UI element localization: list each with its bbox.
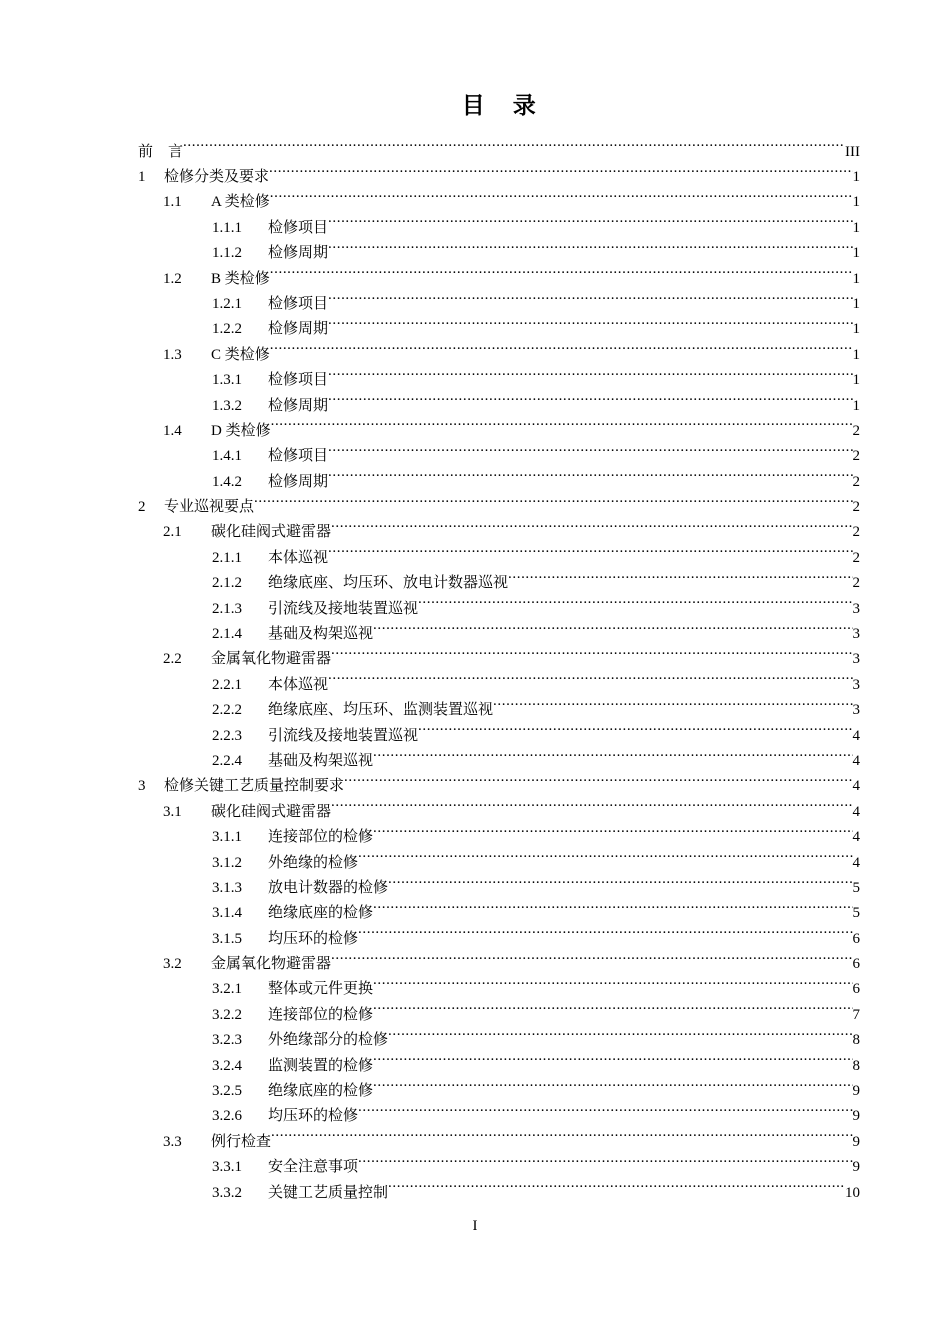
toc-entry-page-number: 3 bbox=[852, 676, 860, 693]
toc-leader-dots bbox=[358, 1156, 852, 1171]
toc-leader-dots bbox=[270, 344, 853, 359]
toc-leader-dots bbox=[373, 1004, 852, 1019]
toc-entry-page-number: 1 bbox=[852, 245, 860, 262]
toc-entry-label: 外绝缘的检修 bbox=[268, 854, 359, 871]
toc-entry-number: 2.1.2 bbox=[212, 575, 242, 592]
toc-entry-page-number: 4 bbox=[852, 778, 860, 795]
toc-leader-dots bbox=[331, 801, 852, 816]
toc-entry-page-number: 2 bbox=[852, 473, 860, 490]
toc-entry-number: 1.3.2 bbox=[212, 397, 242, 414]
toc-entry[interactable] bbox=[138, 1003, 860, 1028]
toc-entry-number: 3.2.4 bbox=[212, 1057, 242, 1074]
toc-entry[interactable] bbox=[138, 876, 860, 901]
toc-entry-label: 检修项目 bbox=[268, 219, 329, 236]
toc-leader-dots bbox=[328, 674, 852, 689]
toc-entry-label: 专业巡视要点 bbox=[164, 499, 255, 516]
toc-leader-dots bbox=[388, 877, 852, 892]
toc-entry-label: 基础及构架巡视 bbox=[268, 752, 374, 769]
toc-entry-page-number: 5 bbox=[852, 905, 860, 922]
toc-entry-number: 3.2 bbox=[163, 956, 182, 973]
toc-entry-label: 检修周期 bbox=[268, 473, 329, 490]
toc-entry-label: 检修项目 bbox=[268, 295, 329, 312]
toc-entry[interactable] bbox=[138, 724, 860, 749]
toc-entry-number: 3.1.4 bbox=[212, 905, 242, 922]
toc-entry-label: A 类检修 bbox=[211, 194, 270, 211]
toc-entry[interactable] bbox=[138, 520, 860, 545]
toc-entry-page-number: 5 bbox=[852, 879, 860, 896]
toc-entry-label: 基础及构架巡视 bbox=[268, 626, 374, 643]
toc-entry[interactable] bbox=[138, 368, 860, 393]
toc-entry[interactable] bbox=[138, 597, 860, 622]
toc-entry[interactable] bbox=[138, 774, 860, 799]
toc-entry-number: 2.1.3 bbox=[212, 600, 242, 617]
toc-leader-dots bbox=[328, 369, 852, 384]
toc-entry-label: 本体巡视 bbox=[268, 676, 329, 693]
toc-entry[interactable] bbox=[138, 647, 860, 672]
toc-leader-dots bbox=[358, 1105, 852, 1120]
toc-entry-number: 2.2 bbox=[163, 651, 182, 668]
toc-entry-label: 均压环的检修 bbox=[268, 930, 359, 947]
toc-leader-dots bbox=[183, 141, 845, 156]
toc-entry-number: 1.2 bbox=[163, 270, 182, 287]
toc-entry[interactable] bbox=[138, 571, 860, 596]
toc-leader-dots bbox=[373, 902, 852, 917]
toc-entry-page-number: 3 bbox=[852, 702, 860, 719]
toc-entry-number: 3.2.3 bbox=[212, 1032, 242, 1049]
toc-entry-number: 3.1.1 bbox=[212, 829, 242, 846]
toc-entry-number: 3 bbox=[138, 778, 146, 795]
toc-entry[interactable] bbox=[138, 1155, 860, 1180]
toc-entry[interactable] bbox=[138, 749, 860, 774]
toc-entry-page-number: 9 bbox=[852, 1108, 860, 1125]
toc-entry-number: 3.3.2 bbox=[212, 1184, 242, 1201]
toc-entry-label: 检修周期 bbox=[268, 321, 329, 338]
toc-entry-label: 前 言 bbox=[138, 143, 184, 160]
toc-leader-dots bbox=[328, 547, 852, 562]
toc-entry-page-number: 3 bbox=[852, 600, 860, 617]
toc-entry-page-number: 10 bbox=[845, 1184, 860, 1201]
toc-entry-page-number: 1 bbox=[852, 372, 860, 389]
toc-entry[interactable] bbox=[138, 673, 860, 698]
toc-entry[interactable] bbox=[138, 1054, 860, 1079]
toc-entry-number: 3.1 bbox=[163, 803, 182, 820]
toc-entry-label: 连接部位的检修 bbox=[268, 829, 374, 846]
toc-entry-page-number: 3 bbox=[852, 626, 860, 643]
table-of-contents bbox=[138, 140, 860, 1206]
toc-entry-label: 检修分类及要求 bbox=[164, 168, 270, 185]
toc-entry-page-number: 9 bbox=[852, 1083, 860, 1100]
toc-entry-number: 3.1.3 bbox=[212, 879, 242, 896]
toc-entry[interactable] bbox=[138, 419, 860, 444]
toc-entry[interactable] bbox=[138, 140, 860, 165]
toc-entry-label: 绝缘底座的检修 bbox=[268, 905, 374, 922]
toc-entry-page-number: 3 bbox=[852, 651, 860, 668]
toc-leader-dots bbox=[373, 1080, 852, 1095]
toc-entry[interactable] bbox=[138, 317, 860, 342]
toc-entry-label: 安全注意事项 bbox=[268, 1159, 359, 1176]
toc-entry-label: D 类检修 bbox=[211, 422, 271, 439]
toc-entry[interactable] bbox=[138, 825, 860, 850]
toc-entry[interactable] bbox=[138, 216, 860, 241]
toc-entry-label: 检修项目 bbox=[268, 448, 329, 465]
toc-leader-dots bbox=[388, 1182, 845, 1197]
toc-entry-page-number: 9 bbox=[852, 1159, 860, 1176]
toc-entry[interactable] bbox=[138, 622, 860, 647]
toc-entry-page-number: 2 bbox=[852, 499, 860, 516]
toc-entry[interactable] bbox=[138, 952, 860, 977]
toc-leader-dots bbox=[269, 166, 852, 181]
toc-entry-label: C 类检修 bbox=[211, 346, 270, 363]
toc-leader-dots bbox=[418, 725, 852, 740]
toc-entry-label: B 类检修 bbox=[211, 270, 270, 287]
toc-entry-page-number: 2 bbox=[852, 524, 860, 541]
page-title: 目 录 bbox=[461, 92, 537, 118]
toc-entry[interactable] bbox=[138, 495, 860, 520]
toc-entry-label: 检修周期 bbox=[268, 397, 329, 414]
toc-entry-label: 检修周期 bbox=[268, 245, 329, 262]
toc-leader-dots bbox=[328, 242, 852, 257]
toc-entry-page-number: 2 bbox=[852, 448, 860, 465]
toc-entry-page-number: 8 bbox=[852, 1032, 860, 1049]
toc-entry-number: 1.1.2 bbox=[212, 245, 242, 262]
toc-entry-label: 例行检查 bbox=[211, 1133, 272, 1150]
toc-entry[interactable] bbox=[138, 851, 860, 876]
toc-entry-number: 3.2.1 bbox=[212, 981, 242, 998]
toc-entry-number: 1.2.1 bbox=[212, 295, 242, 312]
toc-entry-page-number: 1 bbox=[852, 270, 860, 287]
toc-entry-number: 1.3 bbox=[163, 346, 182, 363]
toc-entry-page-number: 4 bbox=[852, 829, 860, 846]
toc-entry-page-number: 1 bbox=[852, 295, 860, 312]
toc-entry-number: 3.1.5 bbox=[212, 930, 242, 947]
toc-entry-label: 引流线及接地装置巡视 bbox=[268, 727, 419, 744]
toc-entry-label: 检修项目 bbox=[268, 372, 329, 389]
toc-entry[interactable] bbox=[138, 1104, 860, 1129]
toc-leader-dots bbox=[373, 978, 852, 993]
toc-leader-dots bbox=[508, 572, 852, 587]
toc-leader-dots bbox=[328, 293, 852, 308]
toc-entry[interactable] bbox=[138, 241, 860, 266]
toc-entry-number: 2.2.2 bbox=[212, 702, 242, 719]
toc-entry[interactable] bbox=[138, 1181, 860, 1206]
toc-entry[interactable] bbox=[138, 343, 860, 368]
toc-entry-label: 金属氧化物避雷器 bbox=[211, 651, 332, 668]
toc-entry-page-number: 6 bbox=[852, 956, 860, 973]
toc-entry[interactable] bbox=[138, 292, 860, 317]
toc-entry-label: 连接部位的检修 bbox=[268, 1006, 374, 1023]
toc-entry-number: 3.1.2 bbox=[212, 854, 242, 871]
toc-leader-dots bbox=[331, 521, 852, 536]
toc-entry-number: 1.4 bbox=[163, 422, 182, 439]
toc-leader-dots bbox=[418, 598, 852, 613]
toc-entry-page-number: 1 bbox=[852, 321, 860, 338]
toc-entry-page-number: 4 bbox=[852, 727, 860, 744]
toc-entry-number: 1.4.2 bbox=[212, 473, 242, 490]
toc-leader-dots bbox=[271, 420, 853, 435]
toc-entry-label: 绝缘底座的检修 bbox=[268, 1083, 374, 1100]
toc-entry-number: 1.4.1 bbox=[212, 448, 242, 465]
toc-entry-label: 监测装置的检修 bbox=[268, 1057, 374, 1074]
toc-entry-label: 碳化硅阀式避雷器 bbox=[211, 524, 332, 541]
toc-leader-dots bbox=[328, 318, 852, 333]
toc-leader-dots bbox=[373, 750, 852, 765]
toc-leader-dots bbox=[358, 928, 852, 943]
toc-entry-label: 整体或元件更换 bbox=[268, 981, 374, 998]
toc-leader-dots bbox=[493, 699, 852, 714]
toc-entry-page-number: 4 bbox=[852, 854, 860, 871]
toc-leader-dots bbox=[328, 445, 852, 460]
toc-entry-page-number: 8 bbox=[852, 1057, 860, 1074]
footer-page-number: I bbox=[472, 1218, 478, 1234]
toc-leader-dots bbox=[328, 217, 852, 232]
toc-leader-dots bbox=[373, 826, 852, 841]
toc-entry-page-number: 6 bbox=[852, 930, 860, 947]
toc-entry[interactable] bbox=[138, 1079, 860, 1104]
toc-entry-label: 引流线及接地装置巡视 bbox=[268, 600, 419, 617]
toc-entry-page-number: 4 bbox=[852, 803, 860, 820]
toc-entry[interactable] bbox=[138, 977, 860, 1002]
toc-entry-number: 3.2.2 bbox=[212, 1006, 242, 1023]
toc-leader-dots bbox=[331, 648, 852, 663]
toc-entry-label: 放电计数器的检修 bbox=[268, 879, 389, 896]
toc-entry-number: 1 bbox=[138, 168, 146, 185]
toc-entry[interactable] bbox=[138, 1130, 860, 1155]
toc-entry-page-number: 7 bbox=[852, 1006, 860, 1023]
toc-leader-dots bbox=[254, 496, 852, 511]
toc-entry-label: 均压环的检修 bbox=[268, 1108, 359, 1125]
toc-entry-number: 3.2.6 bbox=[212, 1108, 242, 1125]
toc-entry[interactable] bbox=[138, 444, 860, 469]
toc-entry-label: 金属氧化物避雷器 bbox=[211, 956, 332, 973]
toc-entry[interactable] bbox=[138, 1028, 860, 1053]
toc-entry[interactable] bbox=[138, 698, 860, 723]
toc-leader-dots bbox=[270, 268, 853, 283]
toc-entry[interactable] bbox=[138, 901, 860, 926]
toc-entry[interactable] bbox=[138, 800, 860, 825]
toc-entry-number: 2 bbox=[138, 499, 146, 516]
toc-entry-number: 2.1.1 bbox=[212, 549, 242, 566]
toc-entry-page-number: 4 bbox=[852, 752, 860, 769]
page-content bbox=[138, 0, 860, 1206]
toc-leader-dots bbox=[270, 191, 853, 206]
toc-entry-label: 外绝缘部分的检修 bbox=[268, 1032, 389, 1049]
toc-entry-number: 3.2.5 bbox=[212, 1083, 242, 1100]
toc-entry-number: 2.1 bbox=[163, 524, 182, 541]
toc-entry-number: 1.3.1 bbox=[212, 372, 242, 389]
toc-entry-label: 碳化硅阀式避雷器 bbox=[211, 803, 332, 820]
toc-entry-page-number: 9 bbox=[852, 1133, 860, 1150]
toc-entry-number: 1.2.2 bbox=[212, 321, 242, 338]
toc-entry-page-number: 1 bbox=[852, 397, 860, 414]
toc-entry-page-number: 1 bbox=[852, 219, 860, 236]
toc-entry-page-number: III bbox=[845, 143, 860, 160]
toc-entry-number: 2.2.3 bbox=[212, 727, 242, 744]
toc-entry-number: 2.1.4 bbox=[212, 626, 242, 643]
toc-entry-page-number: 1 bbox=[852, 194, 860, 211]
toc-leader-dots bbox=[271, 1131, 852, 1146]
toc-entry-label: 关键工艺质量控制 bbox=[268, 1184, 389, 1201]
toc-entry-label: 检修关键工艺质量控制要求 bbox=[164, 778, 345, 795]
toc-entry-number: 2.2.4 bbox=[212, 752, 242, 769]
toc-leader-dots bbox=[328, 471, 852, 486]
toc-entry-page-number: 1 bbox=[852, 168, 860, 185]
toc-entry-number: 3.3.1 bbox=[212, 1159, 242, 1176]
toc-entry[interactable] bbox=[138, 546, 860, 571]
toc-leader-dots bbox=[373, 1055, 852, 1070]
toc-leader-dots bbox=[373, 623, 852, 638]
toc-entry-label: 绝缘底座、均压环、放电计数器巡视 bbox=[268, 575, 509, 592]
toc-entry-label: 绝缘底座、均压环、监测装置巡视 bbox=[268, 702, 494, 719]
toc-entry-number: 1.1 bbox=[163, 194, 182, 211]
toc-entry[interactable] bbox=[138, 470, 860, 495]
toc-entry-number: 1.1.1 bbox=[212, 219, 242, 236]
toc-entry-page-number: 1 bbox=[852, 346, 860, 363]
toc-entry-label: 本体巡视 bbox=[268, 549, 329, 566]
toc-leader-dots bbox=[328, 395, 852, 410]
toc-entry-page-number: 2 bbox=[852, 575, 860, 592]
toc-entry[interactable] bbox=[138, 927, 860, 952]
toc-entry[interactable] bbox=[138, 165, 860, 190]
toc-entry-page-number: 6 bbox=[852, 981, 860, 998]
toc-entry-number: 3.3 bbox=[163, 1133, 182, 1150]
toc-leader-dots bbox=[388, 1029, 852, 1044]
toc-leader-dots bbox=[344, 775, 852, 790]
toc-entry[interactable] bbox=[138, 267, 860, 292]
toc-entry-number: 2.2.1 bbox=[212, 676, 242, 693]
toc-leader-dots bbox=[331, 953, 852, 968]
toc-leader-dots bbox=[358, 852, 852, 867]
toc-entry-page-number: 2 bbox=[852, 549, 860, 566]
toc-entry[interactable] bbox=[138, 190, 860, 215]
toc-entry-page-number: 2 bbox=[852, 422, 860, 439]
toc-entry[interactable] bbox=[138, 394, 860, 419]
